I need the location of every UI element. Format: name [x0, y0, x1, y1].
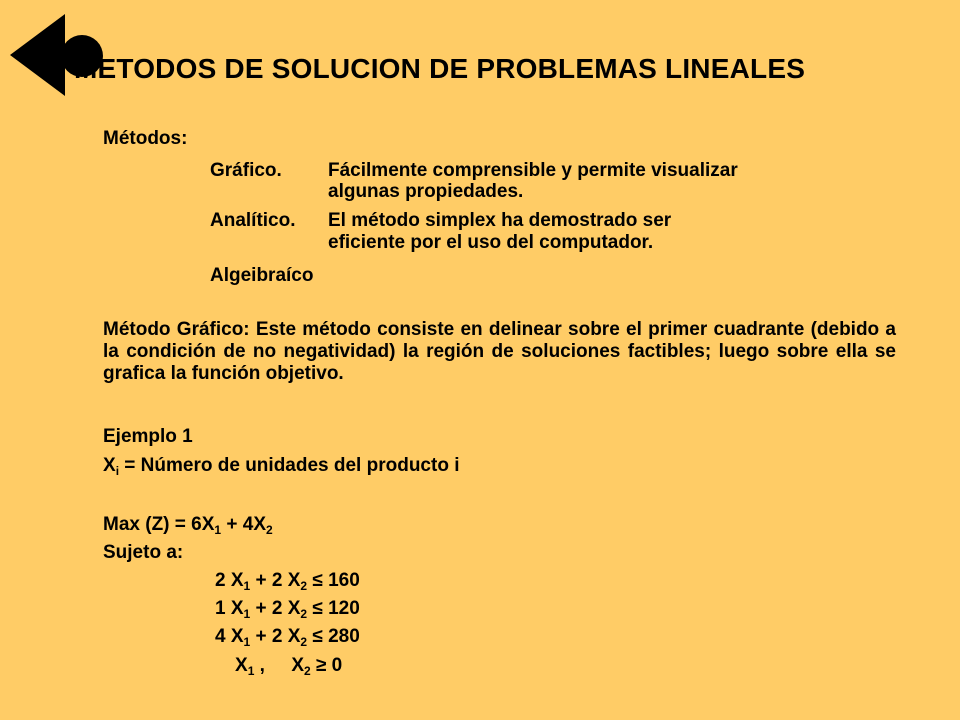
- nonneg-sub1: 1: [247, 664, 255, 678]
- subject-to-label: Sujeto a:: [103, 542, 184, 563]
- constraint-term1: 4 X: [215, 626, 244, 647]
- constraint-sub2: 2: [300, 607, 308, 621]
- method-analitico-name: Analítico.: [210, 210, 296, 231]
- objective-function: [103, 514, 273, 536]
- variable-subscript: i: [115, 464, 120, 478]
- constraint-row: [215, 570, 360, 592]
- constraint-sub2: 2: [300, 579, 308, 593]
- page-title: METODOS DE SOLUCION DE PROBLEMAS LINEALES: [74, 53, 806, 84]
- constraint-term1: 1 X: [215, 598, 244, 619]
- nonneg-sub2: 2: [304, 664, 311, 678]
- constraint-sub1: 1: [243, 635, 251, 649]
- method-analitico-desc-line2: eficiente por el uso del computador.: [328, 232, 654, 253]
- non-negativity-constraint: [235, 655, 342, 677]
- constraint-rhs: ≤ 120: [307, 598, 360, 619]
- objective-mid: + 4X: [221, 514, 266, 535]
- graphic-method-paragraph: Método Gráfico: Este método consiste en delinear sobre el primer cuadrante (debido a la condición de no negatividad) la región de soluciones factibles; luego sobre ella se grafica la función objetivo.: [103, 319, 896, 384]
- nonneg-term1: X: [235, 655, 248, 676]
- constraint-term1: 2 X: [215, 570, 244, 591]
- variable-symbol: X: [103, 455, 116, 476]
- constraint-sub2: 2: [300, 635, 308, 649]
- constraint-row: [215, 626, 360, 648]
- method-grafico-name: Gráfico.: [210, 160, 282, 181]
- constraint-rhs: ≤ 160: [307, 570, 360, 591]
- constraint-row: [215, 598, 360, 620]
- constraint-sub1: 1: [243, 607, 251, 621]
- method-grafico-desc-line1: Fácilmente comprensible y permite visualizar: [328, 160, 738, 181]
- constraint-term2: + 2 X: [250, 570, 301, 591]
- method-algebraico-name: Algeibraíco: [210, 265, 314, 286]
- example-heading: Ejemplo 1: [103, 426, 193, 447]
- method-grafico-desc-line2: algunas propiedades.: [328, 181, 524, 202]
- back-arrow-triangle: [10, 14, 65, 96]
- method-analitico-desc-line1: El método simplex ha demostrado ser: [328, 210, 672, 231]
- methods-heading: Métodos:: [103, 128, 188, 149]
- objective-sub2: 2: [266, 523, 273, 537]
- variable-description: = Número de unidades del producto i: [119, 455, 460, 476]
- constraint-term2: + 2 X: [250, 598, 301, 619]
- constraint-rhs: ≤ 280: [307, 626, 360, 647]
- nonneg-rhs: ≥ 0: [310, 655, 343, 676]
- constraint-sub1: 1: [243, 579, 251, 593]
- variable-definition: [103, 455, 460, 477]
- objective-sub1: 1: [214, 523, 222, 537]
- nonneg-term2: , X: [254, 655, 304, 676]
- constraint-term2: + 2 X: [250, 626, 301, 647]
- objective-prefix: Max (Z) = 6X: [103, 514, 215, 535]
